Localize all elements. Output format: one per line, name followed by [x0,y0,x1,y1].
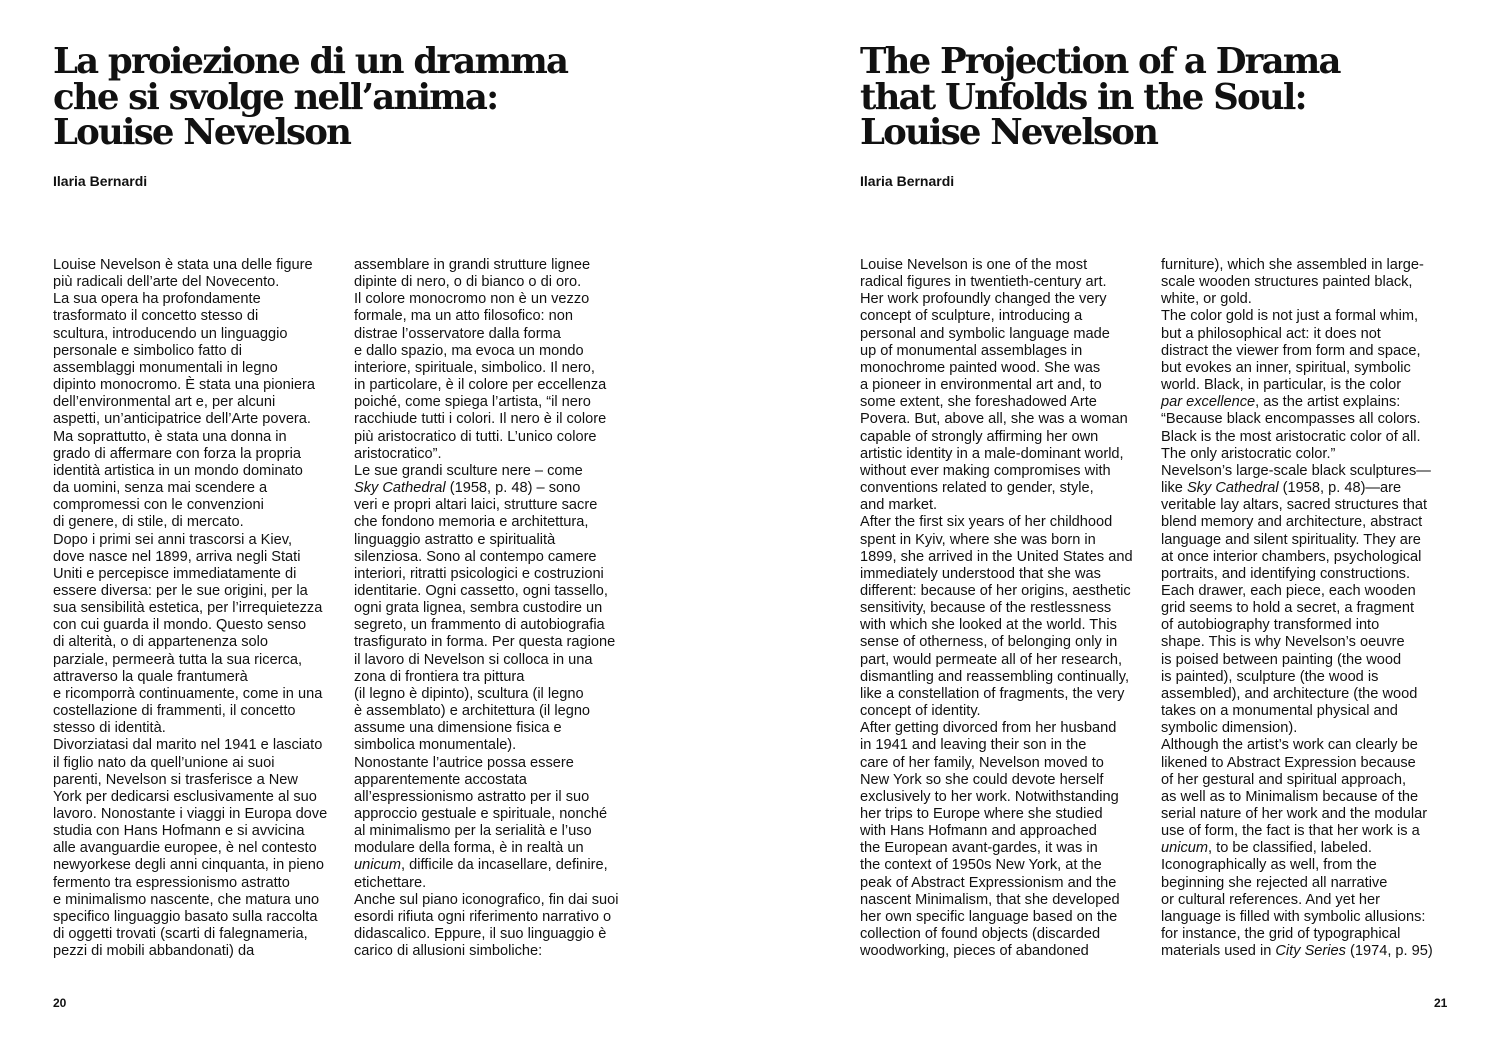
text-line: shape. This is why Nevelson’s oeuvre [1161,634,1405,651]
right-column-2 [1161,257,1433,960]
text-line: unicum, to be classified, labeled. [1161,840,1372,857]
text-line: different: because of her origins, aesthetic [860,582,1131,599]
title-line: La proiezione di un dramma [53,41,568,82]
text-line: language is filled with symbolic allusions: [1161,908,1426,925]
text-line: with Hans Hofmann and approached [860,823,1097,840]
text-line: studia con Hans Hofmann e si avvicina [53,823,305,840]
text-line: likened to Abstract Expression because [1161,754,1416,771]
italic-term: Sky Cathedral [1186,480,1279,497]
text-line: sensitivity, because of the restlessness [860,600,1112,617]
text-line: pezzi di mobili abbandonati) da [53,943,255,960]
italic-term: unicum [1161,840,1209,857]
text-line: unicum, difficile da incasellare, definire, [354,857,608,874]
text-line: York per dedicarsi esclusivamente al suo [53,788,317,805]
left-column-1 [53,257,327,960]
text-line: like a constellation of fragments, the very [860,685,1125,702]
text-line: the context of 1950s New York, at the [860,857,1102,874]
text-line: Le sue grandi sculture nere – come [354,462,583,479]
text-line: Povera. But, above all, she was a woman [860,411,1128,428]
text-line: simbolica monumentale). [354,737,517,754]
text-line: and market. [860,497,938,514]
text-line: sense of otherness, of belonging only in [860,634,1118,651]
text-line: didascalico. Eppure, il suo linguaggio è [354,926,607,943]
text-line: con cui guarda il mondo. Questo senso [53,617,307,634]
text-line: artistic identity in a male-dominant world, [860,445,1124,462]
text-line: interiori, ritratti psicologici e costruzioni [354,565,604,582]
text-line: ogni grata lignea, sembra custodire un [354,600,603,617]
text-line: newyorkese degli anni cinquanta, in pieno [53,857,324,874]
text-line: aristocratico”. [354,445,442,462]
text-line: assemblaggi monumentali in legno [53,359,278,376]
text-line: par excellence, as the artist explains: [1161,394,1401,411]
text-line: Anche sul piano iconografico, fin dai suoi [354,891,619,908]
text-line: identitarie. Ogni cassetto, ogni tassello, [354,582,608,599]
text-line: aspetti, un’anticipatrice dell’Arte povera. [53,411,311,428]
text-line: takes on a monumental physical and [1161,703,1398,720]
text-line: dismantling and reassembling continually, [860,668,1130,685]
text-line: Each drawer, each piece, each wooden [1161,582,1416,599]
right-column-1 [860,257,1133,960]
text-line: (il legno è dipinto), scultura (il legno [354,685,584,702]
text-line: esordi rifiuta ogni riferimento narrativo o [354,908,612,925]
text-line: attraverso la quale frantumerà [53,668,248,685]
right-page-title [860,41,1340,153]
text-line: part, would permeate all of her research, [860,651,1123,668]
text-line: Nevelson’s large-scale black sculptures— [1161,462,1431,479]
text-line: e dallo spazio, ma evoca un mondo [354,342,584,359]
text-line: fermento tra espressionismo astratto [53,874,290,891]
text-line: or cultural references. And yet her [1161,891,1381,908]
title-line: The Projection of a Drama [860,41,1340,82]
text-line: modulare della forma, è in realtà un [354,840,584,857]
text-line: essere diversa: per le sue origini, per la [53,582,308,599]
text-line: Her work profoundly changed the very [860,291,1107,308]
text-line: distract the viewer from form and space, [1161,342,1421,359]
text-line: Il colore monocromo non è un vezzo [354,291,590,308]
text-line: più aristocratico di tutti. L’unico colore [354,428,597,445]
text-line: al minimalismo per la serialità e l’uso [354,823,592,840]
text-line: e minimalismo nascente, che matura uno [53,891,320,908]
text-line: sua sensibilità estetica, per l’irrequietezza [53,600,323,617]
text-line: New York so she could devote herself [860,771,1104,788]
text-line: trasformato il concetto stesso di [53,308,259,325]
text-line: materials used in City Series (1974, p. 95) [1161,943,1433,960]
text-line: her trips to Europe where she studied [860,806,1103,822]
text-line: scultura, introducendo un linguaggio [53,325,288,342]
italic-term: unicum [354,857,402,874]
text-line: some extent, she foreshadowed Arte [860,394,1097,411]
text-line: 1899, she arrived in the United States and [860,548,1133,565]
text-line: all’espressionismo astratto per il suo [354,788,590,805]
text-line: spent in Kyiv, where she was born in [860,531,1096,548]
text-line: parziale, permeerà tutta la sua ricerca, [53,651,303,668]
text-line: of autobiography transformed into [1161,617,1380,634]
text-line: distrae l’osservatore dalla forma [354,325,561,342]
text-line: assemblare in grandi strutture lignee [354,257,591,273]
text-line: use of form, the fact is that her work is a [1161,823,1420,840]
left-page-author: Ilaria Bernardi [53,173,148,189]
text-line: like Sky Cathedral (1958, p. 48)—are [1161,480,1402,497]
text-line: monochrome painted wood. She was [860,359,1101,376]
text-line: collection of found objects (discarded [860,926,1101,943]
text-line: grado di affermare con forza la propria [53,445,301,462]
text-line: The only aristocratic color.” [1161,445,1336,462]
text-line: without ever making compromises with [860,462,1111,479]
text-line: portraits, and identifying constructions. [1161,565,1411,582]
text-line: da uomini, senza mai scendere a [53,480,268,497]
text-line: conventions related to gender, style, [860,480,1094,497]
text-line: in particolare, è il colore per eccellenza [354,377,607,394]
text-line: is painted), sculpture (the wood is [1161,668,1379,685]
text-line: white, or gold. [1161,291,1252,308]
text-line: in 1941 and leaving their son in the [860,737,1087,754]
right-page-author: Ilaria Bernardi [860,173,955,189]
italic-term: City Series [1275,943,1346,960]
text-line: formale, ma un atto filosofico: non [354,308,574,325]
left-page-number: 20 [53,996,67,1010]
text-line: apparentemente accostata [354,771,527,788]
italic-term: Sky Cathedral [354,480,446,497]
text-line: of her gestural and spiritual approach, [1161,771,1407,788]
text-line: stesso di identità. [53,720,166,737]
text-line: il lavoro di Nevelson si colloca in una [354,651,593,668]
text-line: nascent Minimalism, that she developed [860,891,1120,908]
text-line: veritable lay altars, sacred structures that [1161,497,1428,514]
title-line: che si svolge nell’anima: [53,76,498,118]
text-line: After the first six years of her childhood [860,514,1113,531]
text-line: interiore, spirituale, simbolico. Il nero, [354,359,595,376]
text-line: up of monumental assemblages in [860,342,1083,359]
text-line: “Because black encompasses all colors. [1161,411,1421,428]
text-line: Divorziatasi dal marito nel 1941 e lasciato [53,737,323,754]
text-line: Uniti e percepisce immediatamente di [53,565,297,582]
text-line: silenziosa. Sono al contempo camere [354,548,597,565]
title-line: that Unfolds in the Soul: [860,76,1306,118]
text-line: il figlio nato da quell’unione ai suoi [53,754,275,771]
text-line: che fondono memoria e architettura, [354,514,589,531]
text-line: world. Black, in particular, is the color [1161,377,1402,394]
text-line: with which she looked at the world. This [860,617,1117,634]
text-line: peak of Abstract Expressionism and the [860,874,1117,891]
text-line: as well as to Minimalism because of the [1161,788,1419,805]
text-line: assume una dimensione fisica e [354,720,562,737]
text-line: etichettare. [354,874,427,891]
text-line: woodworking, pieces of abandoned [860,943,1089,960]
text-line: personale e simbolico fatto di [53,342,243,359]
text-line: veri e propri altari laici, strutture sacre [354,497,598,514]
text-line: but a philosophical act: it does not [1161,325,1381,342]
text-line: dove nasce nel 1899, arriva negli Stati [53,548,301,565]
text-line: the European avant-gardes, it was in [860,840,1098,857]
text-line: carico di allusioni simboliche: [354,943,543,960]
text-line: dipinto monocromo. È stata una pioniera [53,377,316,394]
text-line: Iconographically as well, from the [1161,857,1377,874]
title-line: Louise Nevelson [860,112,1158,153]
text-line: segreto, un frammento di autobiografia [354,617,605,634]
text-line: di oggetti trovati (scarti di falegnameria, [53,926,308,943]
left-column-2 [354,257,618,960]
text-line: identità artistica in un mondo dominato [53,462,303,479]
text-line: dell’environmental art e, per alcuni [53,394,276,411]
text-line: radical figures in twentieth-century art. [860,274,1107,291]
text-line: Louise Nevelson is one of the most [860,257,1088,273]
text-line: symbolic dimension). [1161,720,1298,737]
text-line: for instance, the grid of typographical [1161,926,1401,943]
text-line: at once interior chambers, psychological [1161,548,1422,565]
text-line: La sua opera ha profondamente [53,291,261,308]
text-line: a pioneer in environmental art and, to [860,377,1102,394]
text-line: Black is the most aristocratic color of all. [1161,428,1421,445]
text-line: scale wooden structures painted black, [1161,274,1413,291]
text-line: care of her family, Nevelson moved to [860,754,1104,771]
text-line: di alterità, o di appartenenza solo [53,634,268,651]
text-line: Louise Nevelson è stata una delle figure [53,257,313,273]
text-line: dipinte di nero, o di bianco o di oro. [354,274,582,291]
text-line: exclusively to her work. Notwithstanding [860,788,1119,805]
text-line: zona di frontiera tra pittura [354,668,525,685]
text-line: e ricomporrà continuamente, come in una [53,685,323,702]
text-line: più radicali dell’arte del Novecento. [53,274,280,291]
text-line: capable of strongly affirming her own [860,428,1099,445]
text-line: The color gold is not just a formal whim, [1161,308,1419,325]
text-line: lavoro. Nonostante i viaggi in Europa dove [53,806,328,822]
text-line: costellazione di frammenti, il concetto [53,703,296,720]
text-line: Dopo i primi sei anni trascorsi a Kiev, [53,531,292,548]
text-line: grid seems to hold a secret, a fragment [1161,600,1415,617]
text-line: personal and symbolic language made [860,325,1110,342]
text-line: After getting divorced from her husband [860,720,1117,737]
text-line: beginning she rejected all narrative [1161,874,1388,891]
text-line: Nonostante l’autrice possa essere [354,754,574,771]
title-line: Louise Nevelson [53,112,351,153]
text-line: specifico linguaggio basato sulla raccolta [53,908,318,925]
right-page-number: 21 [1434,996,1448,1010]
text-line: linguaggio astratto e spiritualità [354,531,556,548]
text-line: concept of identity. [860,703,981,720]
text-line: Sky Cathedral (1958, p. 48) – sono [354,480,581,497]
left-page-title [53,41,568,153]
text-line: her own specific language based on the [860,908,1118,925]
text-line: serial nature of her work and the modular [1161,806,1428,822]
text-line: but evokes an inner, spiritual, symbolic [1161,359,1411,376]
text-line: è assemblato) e architettura (il legno [354,703,591,720]
text-line: trasfigurato in forma. Per questa ragione [354,634,616,651]
text-line: poiché, come spiega l’artista, “il nero [354,394,591,411]
text-line: concept of sculpture, introducing a [860,308,1083,325]
text-line: compromessi con le convenzioni [53,497,264,514]
text-line: blend memory and architecture, abstract [1161,514,1423,531]
text-line: immediately understood that she was [860,565,1101,582]
text-line: language and silent spirituality. They are [1161,531,1421,548]
text-line: approccio gestuale e spirituale, nonché [354,806,608,822]
text-line: parenti, Nevelson si trasferisce a New [53,771,298,788]
text-line: alle avanguardie europee, è nel contesto [53,840,317,857]
text-line: is poised between painting (the wood [1161,651,1402,668]
text-line: assembled), and architecture (the wood [1161,685,1418,702]
italic-term: par excellence [1161,394,1256,411]
text-line: Ma soprattutto, è stata una donna in [53,428,287,445]
text-line: racchiude tutti i colori. Il nero è il colore [354,411,607,428]
text-line: furniture), which she assembled in large- [1161,257,1424,273]
text-line: Although the artist’s work can clearly be [1161,737,1418,754]
text-line: di genere, di stile, di mercato. [53,514,244,531]
